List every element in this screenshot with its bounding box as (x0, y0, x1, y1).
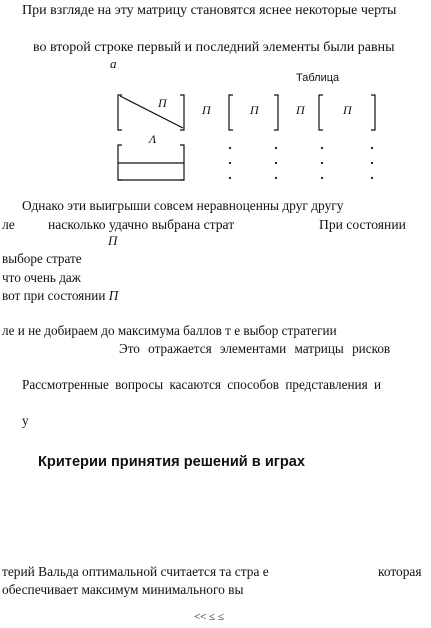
col-bracket-1a (229, 95, 233, 130)
body-line-6-text: вот при состоянии (2, 288, 106, 303)
formula-fragment: << ≤ ≤ (194, 611, 224, 623)
col-label-3: П (296, 103, 305, 117)
diag-label-top: П (158, 96, 167, 110)
diagonal-line (120, 96, 183, 128)
top-right-bracket (180, 95, 184, 130)
paragraph-line-2: во второй строке первый и последний элементы были равны (33, 40, 395, 55)
body-line-9: Рассмотренные вопросы касаются способов представления и (22, 377, 382, 392)
body-line-8: Это отражается элементами матрицы рисков (119, 341, 391, 356)
col-label-2: П (250, 103, 259, 117)
top-left-bracket (118, 95, 122, 130)
body-line-7: ле и не добираем до максимума баллов т е выбор стратегии (2, 323, 337, 338)
body-line-2c: При состоянии (319, 217, 406, 232)
body-line-3: П (108, 233, 118, 248)
body-line-6 (2, 289, 118, 302)
body-line-6-var: П (108, 288, 119, 303)
col-bracket-2a (319, 95, 323, 130)
section-heading: Критерии принятия решений в играх (38, 454, 306, 470)
body-line-1: Однако эти выигрыши совсем неравноценны друг другу (22, 198, 344, 213)
paragraph-line-1: При взгляде на эту матрицу становятся яснее некоторые черты (22, 3, 397, 18)
col-label-4: П (343, 103, 352, 117)
body-line-5: что очень даж (2, 270, 81, 285)
body-line-2b: насколько удачно выбрана страт (48, 217, 235, 232)
dot-grid (229, 147, 373, 179)
col-bracket-1b (274, 95, 278, 130)
variable-a: a (110, 56, 117, 71)
end-line-1b: которая (378, 564, 422, 579)
end-line-1a: терий Вальда оптимальной считается та стра е (2, 564, 269, 579)
table-caption: Таблица (296, 72, 340, 84)
body-line-10: у (22, 413, 29, 428)
col-label-1: П (202, 103, 211, 117)
col-bracket-2b (371, 95, 375, 130)
body-line-2a: ле (2, 217, 15, 232)
body-line-4: выборе страте (2, 251, 82, 266)
end-line-2: обеспечивает максимум минимального вы (2, 582, 244, 597)
diag-label-bottom: Λ (149, 132, 157, 146)
